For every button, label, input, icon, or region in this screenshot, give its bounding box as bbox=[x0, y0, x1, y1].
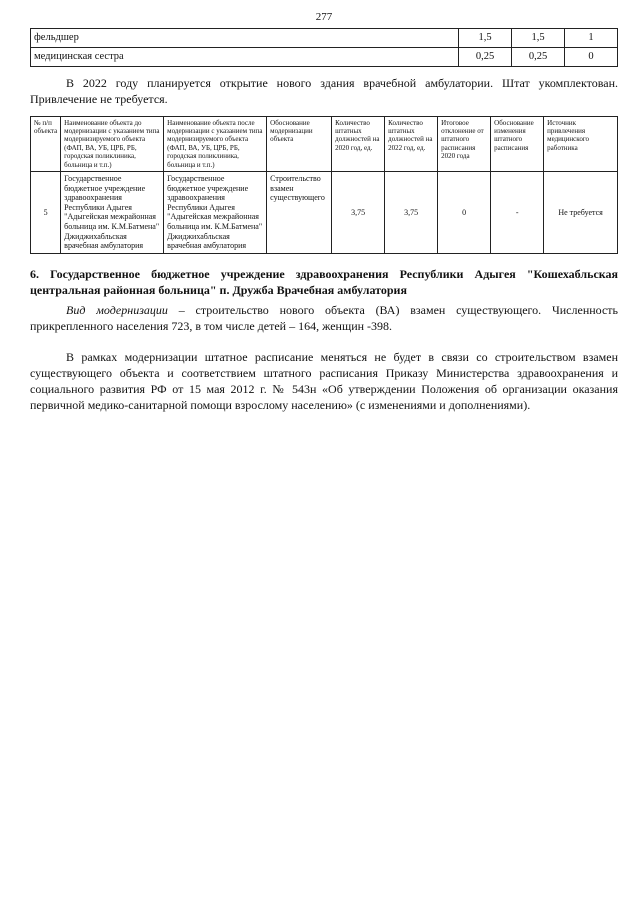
paragraph-staffing: В рамках модернизации штатное расписание меняться не будет в связи со строительством взамен существующего объекта и соответствием штатного расписания Приказу Министерства здравоохранения и социального развития РФ от 15 мая 2012 г. № 543н «Об утверждении Положения об организации оказания первичной медико-санитарной помощи взрослому населению» (с изменениями и дополнениями). bbox=[30, 349, 618, 413]
table-row bbox=[31, 172, 618, 254]
header-deviation: Итоговое отклонение от штатного расписания 2020 года bbox=[438, 116, 491, 171]
staff-deviation: 1 bbox=[565, 29, 618, 48]
staff-position: фельдшер bbox=[31, 29, 459, 48]
cell-source: Не требуется bbox=[544, 172, 618, 254]
cell-staff-2020: 3,75 bbox=[332, 172, 385, 254]
cell-staff-2022: 3,75 bbox=[385, 172, 438, 254]
staff-value-2020: 1,5 bbox=[459, 29, 512, 48]
header-name-before: Наименование объекта до модернизации с указанием типа модернизируемого объекта (ФАП, ВА, УБ, ЦРБ, РБ, городская поликлиника, больница и т.п.) bbox=[61, 116, 164, 171]
staff-table bbox=[30, 28, 618, 67]
table-header-row bbox=[31, 116, 618, 171]
header-source: Источник привлечения медицинского работника bbox=[544, 116, 618, 171]
staff-deviation: 0 bbox=[565, 48, 618, 67]
header-name-after: Наименование объекта после модернизации с указанием типа модернизируемого объекта (ФАП, ВА, УБ, ЦРБ, РБ, городская поликлиника, больница и т.п.) bbox=[164, 116, 267, 171]
header-staff-2020: Количество штатных должностей на 2020 год, ед. bbox=[332, 116, 385, 171]
table-row bbox=[31, 48, 618, 67]
staff-value-2022: 1,5 bbox=[512, 29, 565, 48]
cell-name-before: Государственное бюджетное учреждение здравоохранения Республики Адыгея "Адыгейская межрайонная больница им. К.М.Батмена" Джиджихабльская врачебная амбулатория bbox=[61, 172, 164, 254]
cell-change-reason: - bbox=[491, 172, 544, 254]
header-staff-2022: Количество штатных должностей на 2022 год, ед. bbox=[385, 116, 438, 171]
modernization-type bbox=[30, 302, 618, 334]
staff-value-2020: 0,25 bbox=[459, 48, 512, 67]
header-justification: Обоснование модернизации объекта bbox=[267, 116, 332, 171]
header-num: № п/п объекта bbox=[31, 116, 61, 171]
header-change-reason: Обоснование изменения штатного расписания bbox=[491, 116, 544, 171]
cell-num: 5 bbox=[31, 172, 61, 254]
staff-position: медицинская сестра bbox=[31, 48, 459, 67]
section-heading: 6. Государственное бюджетное учреждение здравоохранения Республики Адыгея "Кошехабльская центральная районная больница" п. Дружба Врачебная амбулатория bbox=[30, 266, 618, 297]
modernization-type-label: Вид модернизации bbox=[66, 303, 168, 318]
table-row bbox=[31, 29, 618, 48]
cell-name-after: Государственное бюджетное учреждение здравоохранения Республики Адыгея "Адыгейская межрайонная больница им. К.М.Батмена" Джиджихабльская врачебная амбулатория bbox=[164, 172, 267, 254]
cell-deviation: 0 bbox=[438, 172, 491, 254]
page-number: 277 bbox=[315, 11, 333, 23]
modernization-table bbox=[30, 116, 618, 254]
modernization-type-text: – строительство нового объекта (ВА) взамен существующего. Численность прикрепленного населения 723, в том числе детей – 164, женщин -398. bbox=[30, 303, 619, 334]
paragraph-2022: В 2022 году планируется открытие нового здания врачебной амбулатории. Штат укомплектован. Привлечение не требуется. bbox=[30, 76, 618, 107]
cell-justification: Строительство взамен существующего bbox=[267, 172, 332, 254]
staff-value-2022: 0,25 bbox=[512, 48, 565, 67]
